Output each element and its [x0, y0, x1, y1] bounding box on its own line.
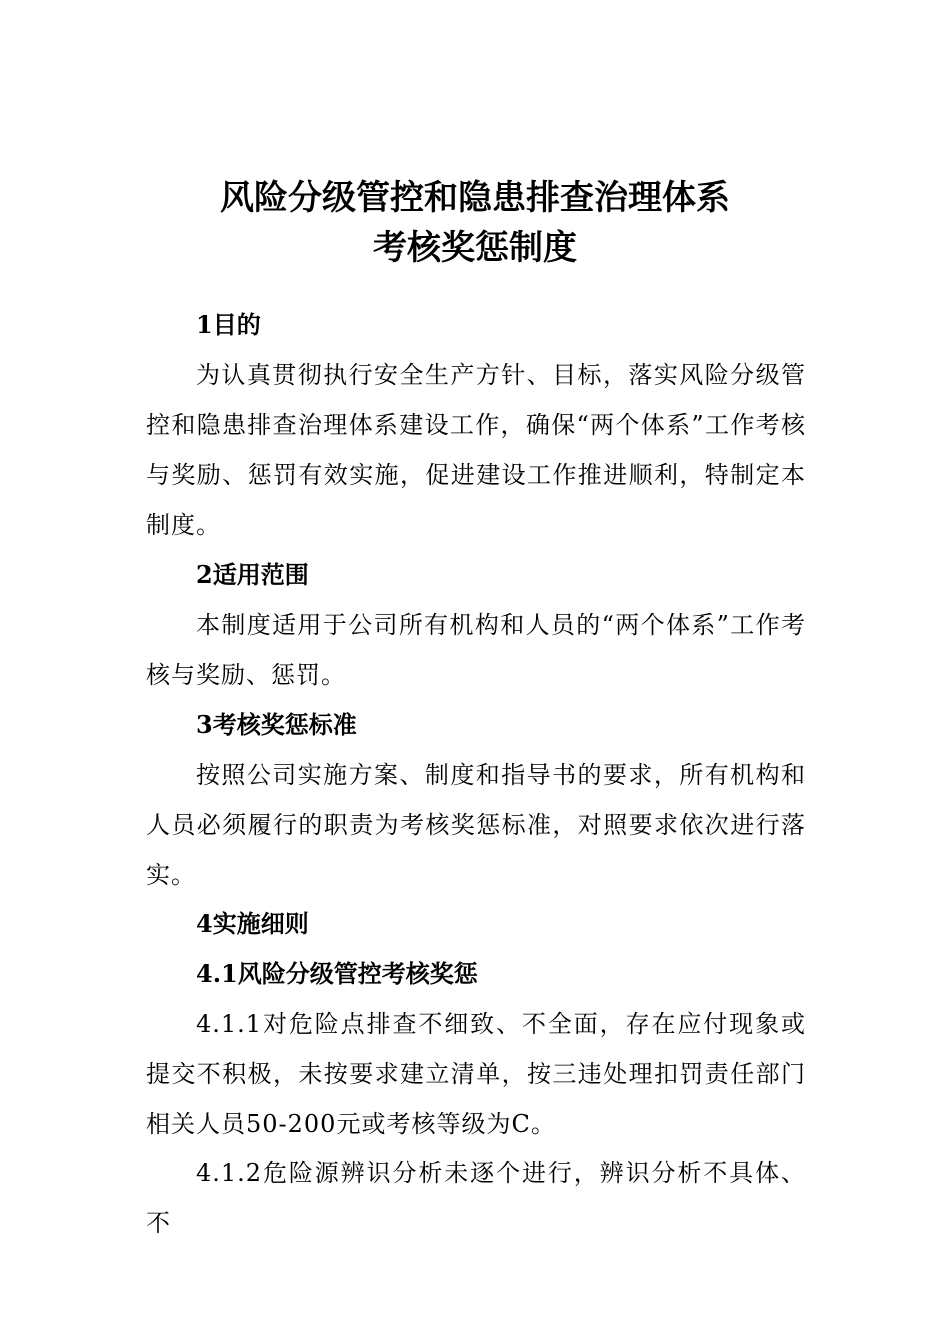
section-paragraph-standard — [146, 750, 806, 900]
clause-text: 4.1.1对危险点排查不细致、不全面，存在应付现象或提交不积极，未按要求建立清单，按三违处理扣罚责任部门相关人员50-200元或考核等级为C。 — [146, 1010, 806, 1138]
section-paragraph-purpose — [146, 350, 806, 550]
document-title-line-2: 考核奖惩制度 — [373, 228, 577, 268]
section-heading-purpose: 1目的 — [196, 310, 261, 339]
document-title-line-1: 风险分级管控和隐患排查治理体系 — [220, 178, 730, 218]
paragraph-text: 本制度适用于公司所有机构和人员的“两个体系”工作考核与奖励、惩罚。 — [146, 611, 806, 689]
clause-4-1-1 — [146, 999, 806, 1149]
paragraph-text: 按照公司实施方案、制度和指导书的要求，所有机构和人员必须履行的职责为考核奖惩标准，对照要求依次进行落实。 — [146, 761, 806, 889]
section-heading-scope: 2适用范围 — [196, 560, 309, 589]
clause-text: 4.1.2危险源辨识分析未逐个进行，辨识分析不具体、不 — [146, 1159, 806, 1237]
paragraph-text: 为认真贯彻执行安全生产方针、目标，落实风险分级管控和隐患排查治理体系建设工作，确保“两个体系”工作考核与奖励、惩罚有效实施，促进建设工作推进顺利，特制定本制度。 — [146, 361, 806, 539]
section-heading-implementation: 4实施细则 — [196, 909, 309, 938]
clause-4-1-2 — [146, 1148, 806, 1248]
subsection-heading-risk-control: 4.1风险分级管控考核奖惩 — [196, 959, 478, 988]
section-paragraph-scope — [146, 600, 806, 700]
section-heading-standard: 3考核奖惩标准 — [196, 710, 357, 739]
